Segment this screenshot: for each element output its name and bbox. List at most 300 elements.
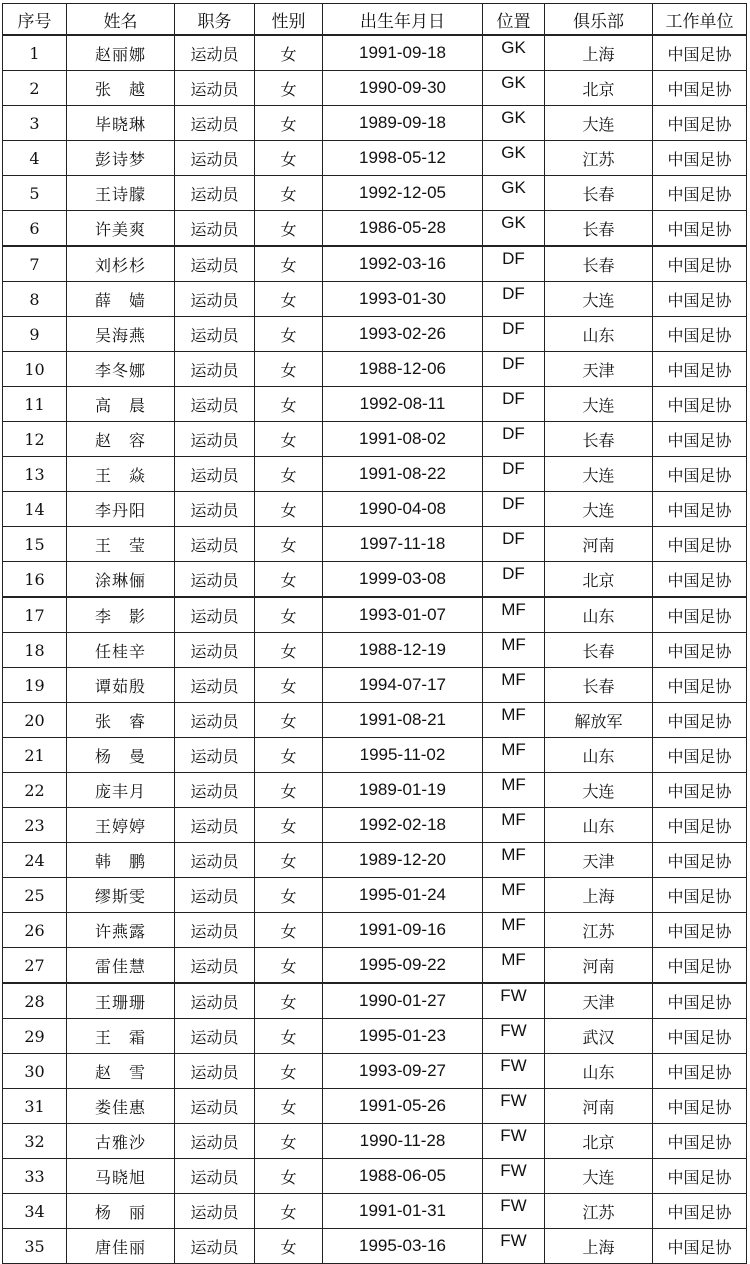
cell-organization: 中国足协 [653,1124,747,1159]
table-row [3,808,747,843]
cell-position: DF [483,457,545,492]
cell-number: 34 [3,1194,67,1229]
table-row [3,562,747,598]
cell-name: 毕晓琳 [67,106,175,141]
cell-position: DF [483,317,545,352]
cell-name: 娄佳惠 [67,1089,175,1124]
cell-number: 1 [3,35,67,71]
cell-club: 北京 [545,562,653,598]
cell-position: GK [483,35,545,71]
cell-name: 马晓旭 [67,1159,175,1194]
cell-club: 上海 [545,35,653,71]
cell-birth-date: 1993-01-07 [323,597,483,633]
cell-role: 运动员 [175,633,255,668]
cell-gender: 女 [255,703,323,738]
cell-gender: 女 [255,808,323,843]
cell-number: 28 [3,983,67,1019]
cell-role: 运动员 [175,527,255,562]
cell-number: 2 [3,71,67,106]
cell-gender: 女 [255,422,323,457]
cell-organization: 中国足协 [653,1089,747,1124]
cell-role: 运动员 [175,387,255,422]
cell-position: DF [483,352,545,387]
cell-birth-date: 1988-12-06 [323,352,483,387]
cell-position: DF [483,492,545,527]
table-row [3,317,747,352]
cell-birth-date: 1995-01-23 [323,1019,483,1054]
cell-organization: 中国足协 [653,387,747,422]
cell-club: 长春 [545,176,653,211]
cell-position: FW [483,1124,545,1159]
cell-gender: 女 [255,35,323,71]
cell-number: 15 [3,527,67,562]
cell-club: 河南 [545,948,653,984]
table-row [3,1089,747,1124]
cell-birth-date: 1991-08-22 [323,457,483,492]
cell-club: 山东 [545,597,653,633]
table-row [3,387,747,422]
cell-name: 雷佳慧 [67,948,175,984]
cell-position: DF [483,282,545,317]
cell-gender: 女 [255,597,323,633]
cell-birth-date: 1991-01-31 [323,1194,483,1229]
table-row [3,948,747,984]
cell-role: 运动员 [175,878,255,913]
cell-name: 王婷婷 [67,808,175,843]
cell-position: FW [483,1089,545,1124]
table-row [3,211,747,247]
table-row [3,527,747,562]
cell-birth-date: 1989-12-20 [323,843,483,878]
cell-name: 许燕露 [67,913,175,948]
cell-role: 运动员 [175,843,255,878]
cell-club: 山东 [545,317,653,352]
cell-position: FW [483,983,545,1019]
cell-gender: 女 [255,1194,323,1229]
cell-club: 天津 [545,352,653,387]
cell-organization: 中国足协 [653,1019,747,1054]
cell-number: 7 [3,246,67,282]
cell-birth-date: 1993-02-26 [323,317,483,352]
cell-organization: 中国足协 [653,1054,747,1089]
table-row [3,1124,747,1159]
cell-number: 8 [3,282,67,317]
cell-name: 赵 容 [67,422,175,457]
cell-club: 大连 [545,282,653,317]
cell-organization: 中国足协 [653,35,747,71]
cell-gender: 女 [255,317,323,352]
cell-gender: 女 [255,527,323,562]
header-gender: 性别 [255,4,323,36]
cell-role: 运动员 [175,562,255,598]
cell-club: 天津 [545,983,653,1019]
cell-name: 赵 雪 [67,1054,175,1089]
header-position: 位置 [483,4,545,36]
cell-number: 27 [3,948,67,984]
cell-number: 32 [3,1124,67,1159]
cell-birth-date: 1995-03-16 [323,1229,483,1264]
cell-role: 运动员 [175,1019,255,1054]
cell-birth-date: 1991-08-02 [323,422,483,457]
cell-number: 9 [3,317,67,352]
cell-number: 3 [3,106,67,141]
cell-gender: 女 [255,1159,323,1194]
cell-birth-date: 1988-06-05 [323,1159,483,1194]
cell-role: 运动员 [175,597,255,633]
table-row [3,106,747,141]
table-row [3,843,747,878]
cell-gender: 女 [255,633,323,668]
cell-birth-date: 1994-07-17 [323,668,483,703]
cell-number: 33 [3,1159,67,1194]
cell-position: DF [483,562,545,598]
table-row [3,492,747,527]
cell-gender: 女 [255,352,323,387]
cell-club: 山东 [545,738,653,773]
table-row [3,1019,747,1054]
cell-role: 运动员 [175,457,255,492]
table-row [3,35,747,71]
cell-number: 17 [3,597,67,633]
cell-club: 江苏 [545,141,653,176]
cell-birth-date: 1990-11-28 [323,1124,483,1159]
table-row [3,1054,747,1089]
table-row [3,352,747,387]
cell-organization: 中国足协 [653,878,747,913]
cell-club: 北京 [545,71,653,106]
header-row [3,4,747,36]
cell-role: 运动员 [175,422,255,457]
cell-role: 运动员 [175,1159,255,1194]
cell-gender: 女 [255,282,323,317]
cell-gender: 女 [255,913,323,948]
table-row [3,246,747,282]
cell-name: 缪斯雯 [67,878,175,913]
cell-number: 18 [3,633,67,668]
cell-birth-date: 1999-03-08 [323,562,483,598]
cell-number: 22 [3,773,67,808]
cell-number: 4 [3,141,67,176]
cell-birth-date: 1988-12-19 [323,633,483,668]
cell-position: FW [483,1194,545,1229]
cell-role: 运动员 [175,773,255,808]
cell-name: 薛 嫱 [67,282,175,317]
header-name: 姓名 [67,4,175,36]
table-header [3,4,747,36]
table-row [3,633,747,668]
cell-birth-date: 1993-09-27 [323,1054,483,1089]
cell-name: 王 焱 [67,457,175,492]
cell-gender: 女 [255,1019,323,1054]
cell-role: 运动员 [175,703,255,738]
cell-club: 解放军 [545,703,653,738]
cell-name: 彭诗梦 [67,141,175,176]
cell-birth-date: 1989-01-19 [323,773,483,808]
cell-position: FW [483,1229,545,1264]
cell-gender: 女 [255,387,323,422]
cell-organization: 中国足协 [653,457,747,492]
cell-gender: 女 [255,843,323,878]
cell-position: GK [483,141,545,176]
cell-birth-date: 1990-09-30 [323,71,483,106]
cell-birth-date: 1990-04-08 [323,492,483,527]
cell-name: 王 莹 [67,527,175,562]
table-row [3,738,747,773]
table-row [3,597,747,633]
cell-club: 大连 [545,773,653,808]
cell-gender: 女 [255,773,323,808]
cell-birth-date: 1992-03-16 [323,246,483,282]
table-row [3,1159,747,1194]
cell-organization: 中国足协 [653,1229,747,1264]
cell-number: 16 [3,562,67,598]
cell-name: 韩 鹏 [67,843,175,878]
cell-club: 上海 [545,878,653,913]
table-row [3,1229,747,1264]
cell-club: 大连 [545,457,653,492]
cell-organization: 中国足协 [653,71,747,106]
cell-role: 运动员 [175,913,255,948]
cell-birth-date: 1986-05-28 [323,211,483,247]
cell-club: 山东 [545,1054,653,1089]
cell-gender: 女 [255,738,323,773]
cell-club: 上海 [545,1229,653,1264]
cell-role: 运动员 [175,1229,255,1264]
cell-name: 杨 曼 [67,738,175,773]
table-row [3,773,747,808]
table-row [3,422,747,457]
cell-position: DF [483,246,545,282]
cell-gender: 女 [255,1124,323,1159]
cell-number: 14 [3,492,67,527]
cell-position: MF [483,948,545,984]
cell-club: 北京 [545,1124,653,1159]
cell-position: MF [483,597,545,633]
cell-position: MF [483,668,545,703]
cell-birth-date: 1991-09-16 [323,913,483,948]
cell-gender: 女 [255,983,323,1019]
cell-position: DF [483,422,545,457]
cell-position: FW [483,1159,545,1194]
cell-position: FW [483,1054,545,1089]
cell-organization: 中国足协 [653,492,747,527]
cell-club: 长春 [545,633,653,668]
cell-organization: 中国足协 [653,913,747,948]
cell-organization: 中国足协 [653,843,747,878]
header-role: 职务 [175,4,255,36]
cell-organization: 中国足协 [653,176,747,211]
cell-role: 运动员 [175,352,255,387]
cell-role: 运动员 [175,246,255,282]
cell-birth-date: 1992-08-11 [323,387,483,422]
cell-organization: 中国足协 [653,141,747,176]
table-row [3,878,747,913]
cell-birth-date: 1991-09-18 [323,35,483,71]
cell-birth-date: 1990-01-27 [323,983,483,1019]
cell-organization: 中国足协 [653,562,747,598]
cell-role: 运动员 [175,211,255,247]
cell-number: 12 [3,422,67,457]
table-row [3,703,747,738]
cell-number: 26 [3,913,67,948]
cell-name: 杨 丽 [67,1194,175,1229]
cell-club: 江苏 [545,913,653,948]
cell-gender: 女 [255,457,323,492]
cell-role: 运动员 [175,983,255,1019]
cell-club: 长春 [545,246,653,282]
cell-club: 武汉 [545,1019,653,1054]
cell-name: 李冬娜 [67,352,175,387]
cell-role: 运动员 [175,317,255,352]
cell-club: 河南 [545,527,653,562]
cell-number: 20 [3,703,67,738]
cell-name: 张 睿 [67,703,175,738]
cell-name: 王珊珊 [67,983,175,1019]
cell-birth-date: 1991-08-21 [323,703,483,738]
cell-number: 23 [3,808,67,843]
cell-club: 长春 [545,211,653,247]
cell-position: MF [483,843,545,878]
cell-role: 运动员 [175,492,255,527]
cell-club: 长春 [545,422,653,457]
roster-table [2,3,747,1264]
cell-gender: 女 [255,1089,323,1124]
cell-role: 运动员 [175,738,255,773]
cell-gender: 女 [255,1229,323,1264]
cell-birth-date: 1995-09-22 [323,948,483,984]
cell-position: MF [483,808,545,843]
cell-position: GK [483,211,545,247]
cell-club: 大连 [545,492,653,527]
cell-position: GK [483,71,545,106]
cell-position: MF [483,703,545,738]
cell-birth-date: 1992-12-05 [323,176,483,211]
cell-number: 30 [3,1054,67,1089]
cell-role: 运动员 [175,71,255,106]
header-birth-date: 出生年月日 [323,4,483,36]
cell-role: 运动员 [175,1054,255,1089]
cell-name: 刘杉杉 [67,246,175,282]
cell-organization: 中国足协 [653,773,747,808]
table-row [3,913,747,948]
cell-gender: 女 [255,492,323,527]
cell-number: 10 [3,352,67,387]
cell-birth-date: 1998-05-12 [323,141,483,176]
cell-birth-date: 1993-01-30 [323,282,483,317]
cell-position: DF [483,387,545,422]
cell-club: 大连 [545,106,653,141]
cell-organization: 中国足协 [653,1194,747,1229]
header-number: 序号 [3,4,67,36]
cell-gender: 女 [255,948,323,984]
cell-position: GK [483,176,545,211]
cell-birth-date: 1995-01-24 [323,878,483,913]
cell-organization: 中国足协 [653,352,747,387]
cell-name: 赵丽娜 [67,35,175,71]
table-row [3,176,747,211]
cell-organization: 中国足协 [653,317,747,352]
table-row [3,668,747,703]
cell-organization: 中国足协 [653,246,747,282]
cell-birth-date: 1995-11-02 [323,738,483,773]
cell-number: 19 [3,668,67,703]
table-row [3,71,747,106]
cell-organization: 中国足协 [653,948,747,984]
cell-name: 庞丰月 [67,773,175,808]
cell-position: MF [483,633,545,668]
cell-gender: 女 [255,211,323,247]
cell-organization: 中国足协 [653,738,747,773]
cell-number: 13 [3,457,67,492]
cell-name: 王 霜 [67,1019,175,1054]
cell-role: 运动员 [175,948,255,984]
cell-gender: 女 [255,106,323,141]
cell-club: 河南 [545,1089,653,1124]
table-row [3,983,747,1019]
cell-gender: 女 [255,71,323,106]
cell-position: GK [483,106,545,141]
cell-organization: 中国足协 [653,983,747,1019]
cell-role: 运动员 [175,282,255,317]
cell-role: 运动员 [175,176,255,211]
cell-role: 运动员 [175,1124,255,1159]
cell-role: 运动员 [175,106,255,141]
cell-birth-date: 1991-05-26 [323,1089,483,1124]
cell-position: FW [483,1019,545,1054]
cell-gender: 女 [255,1054,323,1089]
cell-organization: 中国足协 [653,1159,747,1194]
cell-number: 11 [3,387,67,422]
cell-club: 大连 [545,387,653,422]
cell-organization: 中国足协 [653,808,747,843]
cell-name: 任桂辛 [67,633,175,668]
cell-name: 唐佳丽 [67,1229,175,1264]
cell-role: 运动员 [175,1089,255,1124]
cell-organization: 中国足协 [653,597,747,633]
cell-club: 山东 [545,808,653,843]
cell-gender: 女 [255,246,323,282]
cell-organization: 中国足协 [653,211,747,247]
cell-gender: 女 [255,141,323,176]
cell-organization: 中国足协 [653,106,747,141]
cell-number: 29 [3,1019,67,1054]
cell-gender: 女 [255,176,323,211]
header-club: 俱乐部 [545,4,653,36]
cell-number: 35 [3,1229,67,1264]
cell-number: 6 [3,211,67,247]
cell-name: 许美爽 [67,211,175,247]
cell-position: MF [483,878,545,913]
cell-position: MF [483,773,545,808]
cell-name: 谭茹殷 [67,668,175,703]
cell-gender: 女 [255,878,323,913]
cell-name: 张 越 [67,71,175,106]
table-row [3,1194,747,1229]
table-row [3,457,747,492]
cell-organization: 中国足协 [653,633,747,668]
cell-position: MF [483,913,545,948]
cell-organization: 中国足协 [653,527,747,562]
cell-gender: 女 [255,562,323,598]
cell-gender: 女 [255,668,323,703]
cell-position: DF [483,527,545,562]
cell-club: 江苏 [545,1194,653,1229]
cell-organization: 中国足协 [653,282,747,317]
cell-name: 吴海燕 [67,317,175,352]
cell-role: 运动员 [175,1194,255,1229]
table-body [3,35,747,1264]
cell-number: 5 [3,176,67,211]
